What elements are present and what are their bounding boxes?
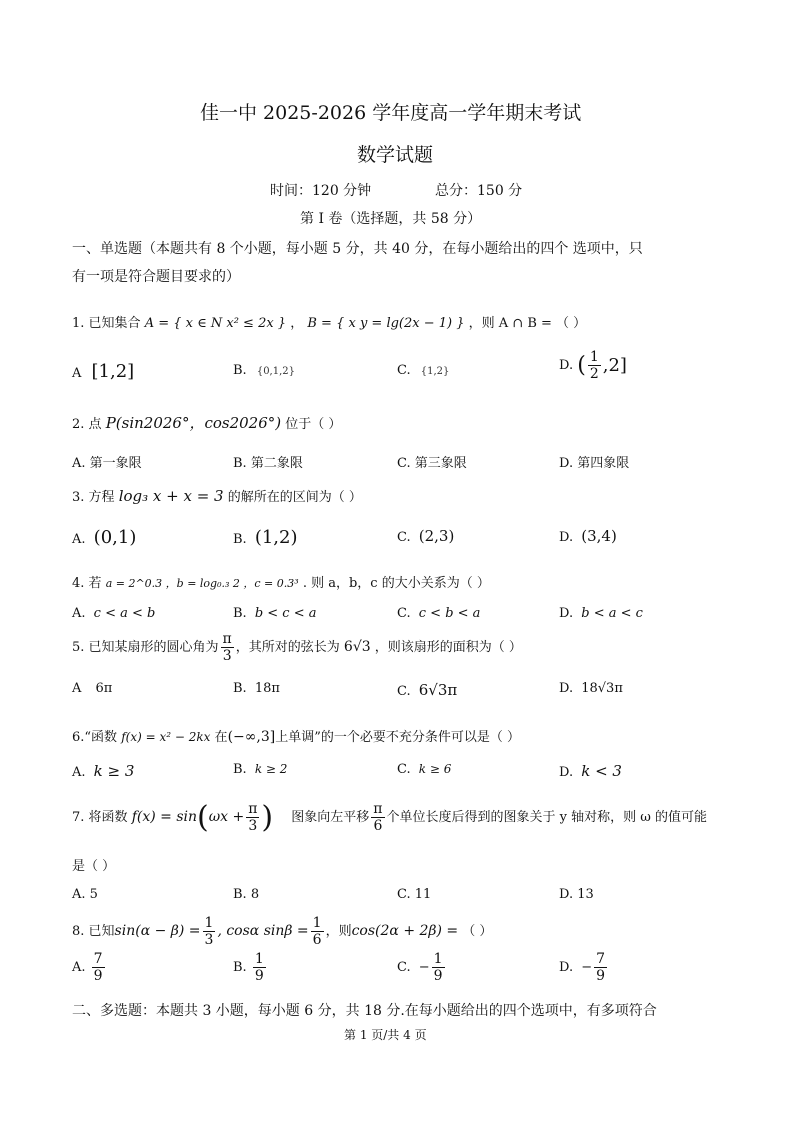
q4-option-d-value: b < a < c — [581, 606, 643, 621]
q8-option-d — [559, 952, 609, 983]
q4-suffix: . 则 a，b，c 的大小关系为（ ） — [302, 576, 490, 591]
q7-option-a: A. 5 — [72, 887, 98, 902]
q5-option-d-label: D. — [559, 681, 574, 696]
q8-option-b-label: B. — [233, 960, 247, 975]
q3-option-b — [233, 527, 298, 548]
q3-option-c — [397, 527, 454, 545]
q8-expr1: sin(α − β) = — [114, 923, 201, 939]
q1-suffix: ，则 A ∩ B = （ ） — [468, 316, 587, 331]
q7-shift-numerator: π — [373, 801, 383, 817]
q2-point-expr: P(sin2026°，cos2026°) — [105, 414, 282, 432]
question-2 — [72, 412, 341, 433]
q3-option-b-label: B. — [233, 532, 247, 547]
q4-definitions: a = 2^0.3 ，b = log₀.₃ 2 ，c = 0.3³ — [105, 577, 299, 590]
q4-option-b — [233, 606, 317, 621]
q8-option-d-label: D. — [559, 960, 574, 975]
exam-title: 佳一中 2025-2026 学年度高一学年期末考试 — [200, 102, 582, 124]
q6-option-d-value: k < 3 — [581, 762, 622, 780]
q1-option-d-label: D. — [559, 358, 574, 373]
question-6 — [72, 726, 520, 745]
q5-option-c — [397, 681, 457, 699]
q1-d-numerator: 1 — [589, 349, 599, 365]
q3-option-d — [559, 527, 617, 545]
q1-d-open-paren: ( — [577, 353, 586, 378]
q7-open-paren: ( — [197, 800, 209, 835]
q7-function-head: f(x) = sin — [131, 809, 197, 825]
q8-b-numerator: 1 — [254, 951, 264, 967]
q5-angle-numerator: π — [222, 631, 232, 647]
q3-prefix: 3. 方程 — [72, 490, 115, 505]
q7-mid: 图象向左平移 — [291, 810, 370, 825]
q6-option-b — [233, 762, 287, 777]
q4-option-c — [397, 606, 480, 621]
q5-option-a — [72, 681, 112, 696]
q8-frac1-numerator: 1 — [204, 915, 214, 931]
exam-total-score: 总分：150 分 — [435, 183, 523, 199]
q8-prefix: 8. 已知 — [72, 924, 115, 939]
q5-mid: ，其所对的弦长为 — [235, 640, 340, 655]
q8-mid: ，则 — [325, 924, 352, 939]
q8-option-c-label: C. — [397, 960, 411, 975]
q6-option-a-label: A. — [72, 765, 86, 780]
question-4 — [72, 572, 490, 591]
exam-time: 时间：120 分钟 — [270, 183, 372, 199]
q8-d-sign: − — [581, 960, 593, 975]
q2-option-a: A. 第一象限 — [72, 456, 142, 471]
q5-option-c-value: 6√3π — [418, 681, 458, 699]
page-footer: 第 1 页/共 4 页 — [344, 1028, 427, 1042]
q1-option-a-value: [1,2] — [91, 361, 135, 382]
q8-d-numerator: 7 — [596, 951, 606, 967]
q2-suffix: 位于（ ） — [285, 417, 342, 432]
q8-frac2-numerator: 1 — [312, 915, 322, 931]
q8-d-denominator: 9 — [596, 968, 606, 984]
q4-prefix: 4. 若 — [72, 576, 102, 591]
q8-b-denominator: 9 — [254, 968, 264, 984]
q3-option-a-label: A. — [72, 532, 86, 547]
q7-option-d: D. 13 — [559, 887, 594, 902]
q8-expr3: cos(2α + 2β) = — [351, 923, 459, 939]
q8-frac2-denominator: 6 — [312, 932, 322, 948]
q6-option-b-label: B. — [233, 762, 247, 777]
q5-option-c-label: C. — [397, 684, 411, 699]
q8-a-denominator: 9 — [93, 968, 103, 984]
q1-set-b: B = { x y = lg(2x − 1) } — [307, 316, 465, 331]
volume-heading: 第 I 卷（选择题，共 58 分） — [300, 211, 482, 227]
q3-option-b-value: (1,2) — [254, 527, 298, 548]
q2-option-c: C. 第三象限 — [397, 456, 467, 471]
q8-c-denominator: 9 — [433, 968, 443, 984]
q1-option-b — [233, 363, 295, 378]
q3-suffix: 的解所在的区间为（ ） — [227, 490, 362, 505]
q8-c-numerator: 1 — [433, 951, 443, 967]
q8-option-c — [397, 952, 447, 983]
q7-prefix: 7. 将函数 — [72, 810, 128, 825]
q3-option-a — [72, 527, 136, 548]
q4-option-a — [72, 606, 155, 621]
q6-option-a — [72, 762, 134, 780]
q4-option-d — [559, 606, 643, 621]
q5-option-b-label: B. — [233, 681, 247, 696]
q5-suffix: ，则该扇形的面积为（ ） — [374, 640, 522, 655]
q1-option-c-value: {1,2} — [420, 366, 450, 377]
q1-set-a: A = { x ∈ N x² ≤ 2x } — [144, 316, 287, 331]
q8-frac1-denominator: 3 — [204, 932, 214, 948]
question-5 — [72, 632, 522, 663]
q3-option-c-value: (2,3) — [418, 527, 455, 545]
q7-function-inner: ωx + — [208, 809, 245, 825]
q1-option-d — [559, 350, 627, 381]
question-7 — [72, 800, 707, 835]
q1-prefix: 1. 已知集合 — [72, 316, 141, 331]
q8-suffix: （ ） — [462, 924, 493, 939]
q4-option-b-value: b < c < a — [254, 606, 317, 621]
q3-option-c-label: C. — [397, 530, 411, 545]
q6-option-c-label: C. — [397, 762, 411, 777]
q7-option-b: B. 8 — [233, 887, 260, 902]
section1-intro-line2: 有一项是符合题目要求的） — [72, 269, 240, 285]
q6-option-c-value: k ≥ 6 — [418, 762, 452, 776]
q5-prefix: 5. 已知某扇形的圆心角为 — [72, 640, 219, 655]
q5-option-d — [559, 681, 623, 696]
q4-option-b-label: B. — [233, 606, 247, 621]
q3-equation: log₃ x + x = 3 — [118, 487, 224, 505]
q7-close-paren: ) — [261, 800, 274, 835]
q8-c-sign: − — [418, 960, 430, 975]
q6-option-a-value: k ≥ 3 — [93, 762, 135, 780]
q8-a-numerator: 7 — [93, 951, 103, 967]
q2-prefix: 2. 点 — [72, 417, 102, 432]
q1-d-denominator: 2 — [589, 366, 599, 382]
q5-angle-denominator: 3 — [222, 648, 232, 664]
q1-comma: ， — [290, 316, 304, 331]
q4-option-d-label: D. — [559, 606, 574, 621]
q7-suffix: 个单位长度后得到的图象关于 y 轴对称，则 ω 的值可能 — [386, 810, 707, 825]
q6-suffix: 上单调”的一个必要不充分条件可以是（ ） — [275, 730, 521, 745]
q7-phase-numerator: π — [248, 801, 258, 817]
q7-shift-denominator: 6 — [373, 818, 383, 834]
question-3 — [72, 486, 362, 505]
q8-option-a-label: A. — [72, 960, 86, 975]
q3-option-d-label: D. — [559, 530, 574, 545]
section1-intro-line1: 一、单选题（本题共有 8 个小题，每小题 5 分，共 40 分，在每小题给出的四个 选项中，只 — [72, 241, 643, 257]
q6-option-d — [559, 762, 622, 780]
q1-option-b-label: B. — [233, 363, 247, 378]
q3-option-d-value: (3,4) — [581, 527, 617, 545]
q4-option-c-value: c < b < a — [418, 606, 481, 621]
q6-function: f(x) = x² − 2kx — [121, 730, 211, 744]
q5-chord: 6√3 — [343, 639, 371, 655]
q1-option-a — [72, 361, 134, 382]
q1-option-c — [397, 363, 449, 378]
q1-option-b-value: {0,1,2} — [256, 366, 295, 377]
q4-option-c-label: C. — [397, 606, 411, 621]
q1-option-c-label: C. — [397, 363, 411, 378]
q5-option-b — [233, 681, 280, 696]
q6-option-b-value: k ≥ 2 — [254, 762, 288, 776]
q4-option-a-label: A. — [72, 606, 86, 621]
q1-d-rest: ,2] — [602, 355, 627, 376]
section2-intro: 二、多选题：本题共 3 小题，每小题 6 分，共 18 分.在每小题给出的四个选项中，有多项符合 — [72, 1003, 657, 1019]
q7-line2: 是（ ） — [72, 859, 116, 874]
question-1 — [72, 312, 586, 331]
q4-option-a-value: c < a < b — [93, 606, 156, 621]
q5-option-d-value: 18√3π — [581, 681, 623, 696]
q6-interval: (−∞,3] — [227, 729, 276, 745]
q3-option-a-value: (0,1) — [93, 527, 137, 548]
q6-prefix: 6.“函数 — [72, 730, 118, 745]
q7-phase-denominator: 3 — [248, 818, 258, 834]
q5-option-a-label: A — [72, 681, 82, 696]
q1-option-a-label: A — [72, 366, 82, 381]
q6-mid: 在 — [214, 730, 228, 745]
q8-option-a — [72, 952, 107, 983]
q7-option-c: C. 11 — [397, 887, 432, 902]
q6-option-c — [397, 762, 451, 777]
q8-expr2: , cosα sinβ = — [217, 923, 309, 939]
subject-title: 数学试题 — [357, 144, 434, 166]
q6-option-d-label: D. — [559, 765, 574, 780]
q5-option-b-value: 18π — [254, 681, 280, 696]
q5-option-a-value: 6π — [95, 681, 113, 696]
question-8 — [72, 916, 492, 947]
q2-option-d: D. 第四象限 — [559, 456, 630, 471]
q2-option-b: B. 第二象限 — [233, 456, 303, 471]
q8-option-b — [233, 952, 268, 983]
